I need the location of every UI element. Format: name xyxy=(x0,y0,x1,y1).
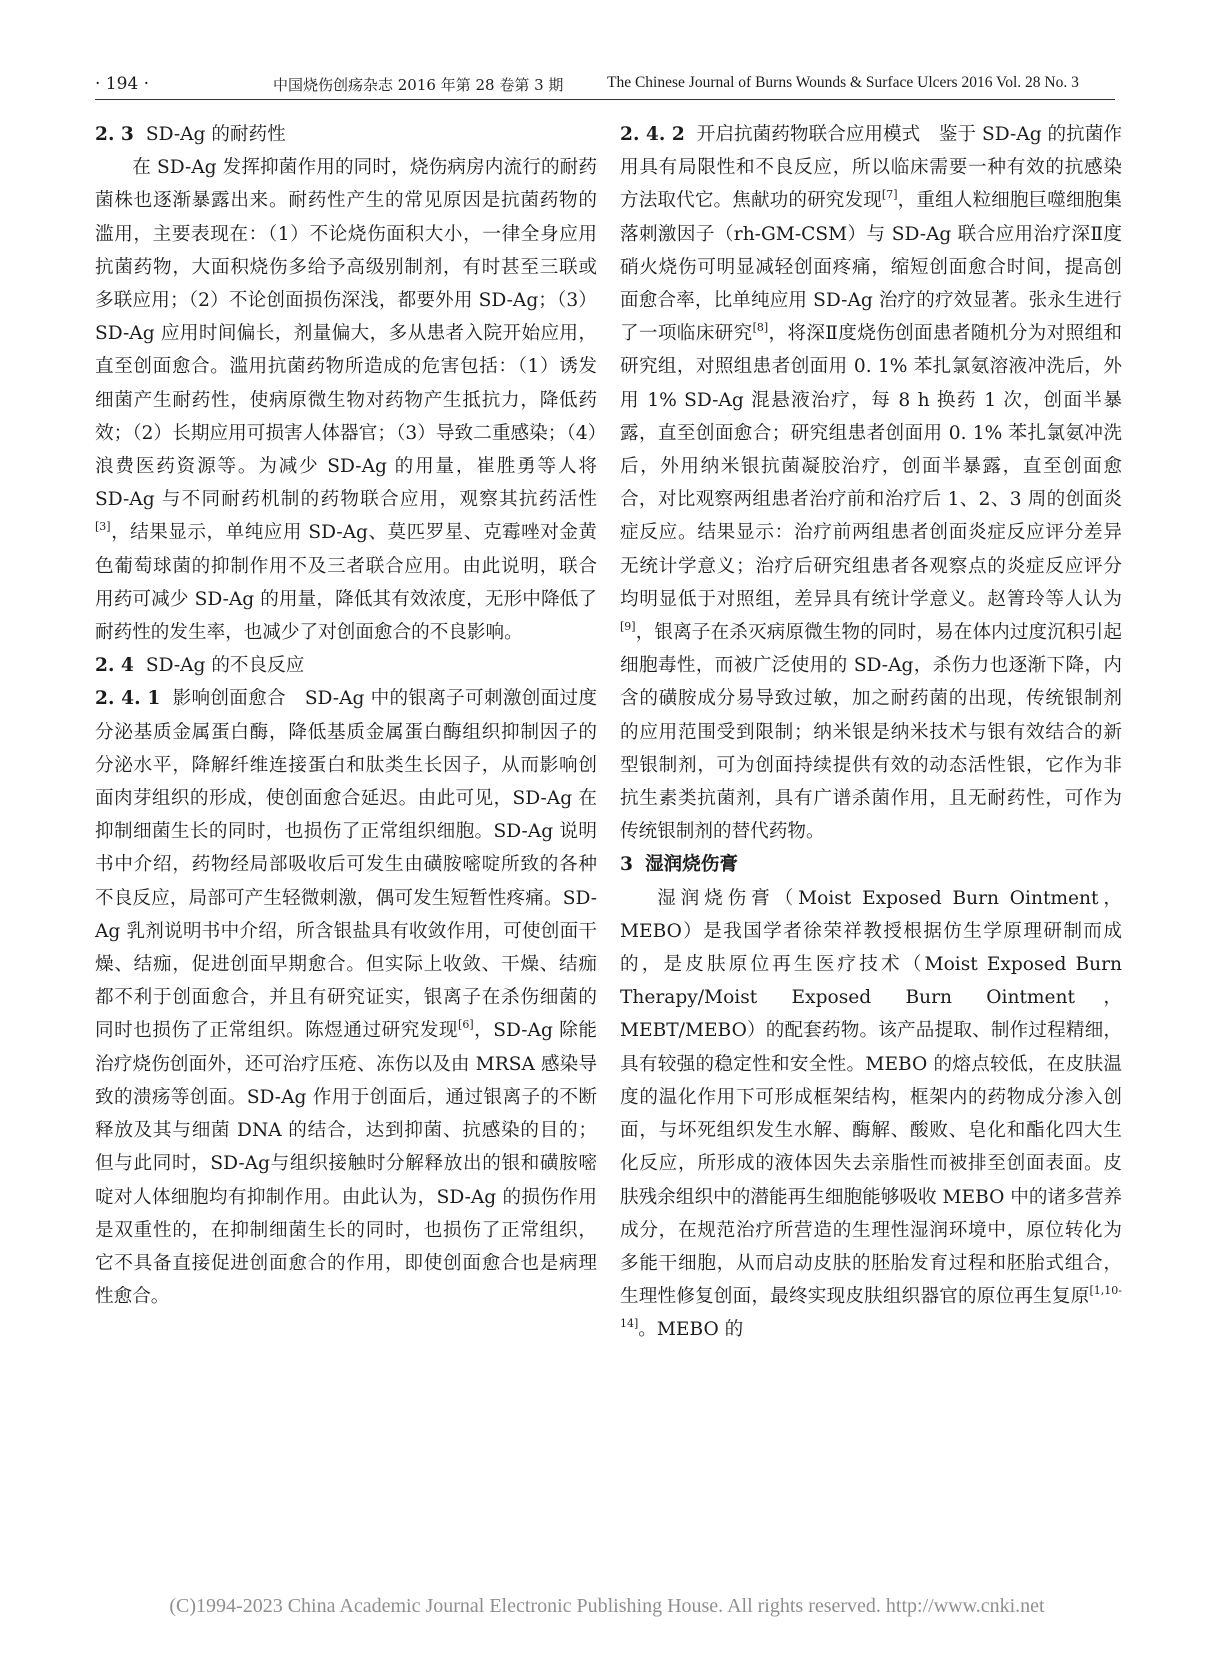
journal-title-en: The Chinese Journal of Burns Wounds & Surface Ulcers 2016 Vol. 28 No. 3 xyxy=(607,74,1079,91)
section-number: 3 xyxy=(620,854,633,876)
citation: [3] xyxy=(95,520,111,534)
section-title: 湿润烧伤膏 xyxy=(644,854,738,876)
page-number: · 194 · xyxy=(95,74,150,94)
copyright-footer: (C)1994-2023 China Academic Journal Electronic Publishing House. All rights reserved. http://www.cnki.net xyxy=(169,1595,1045,1617)
citation: [7] xyxy=(881,188,898,202)
header-rule xyxy=(95,99,1115,100)
citation: [9] xyxy=(620,620,636,634)
section-title: SD-Ag 的耐药性 xyxy=(145,124,286,145)
section-number: 2. 4 xyxy=(95,655,134,677)
subsection-title: 开启抗菌药物联合应用模式 xyxy=(696,124,921,145)
paragraph: 2. 4. 1 影响创面愈合 SD-Ag 中的银离子可刺激创面过度分泌基质金属蛋白酶，降低基质金属蛋白酶组织抑制因子的分泌水平，降解纤维连接蛋白和肽类生长因子，从而影响创面肉芽组织的形成，使创面愈合延迟。由此可见，SD-Ag 在抑制细菌生长的同时，也损伤了正常组织细胞。SD-Ag 说明书中介绍，药物经局部吸收后可发生由磺胺嘧啶所致的各种不良反应，局部可产生轻微刺激，偶可发生短暂性疼痛。SD-Ag 乳剂说明书中介绍，所含银盐具有收敛作用，可使创面干燥、结痂，促进创面早期愈合。但实际上收敛、干燥、结痂都不利于创面愈合，并且有研究证实，银离子在杀伤细菌的同时也损伤了正常组织。陈煜通过研究发现[6]，SD-Ag 除能治疗烧伤创面外，还可治疗压疮、冻伤以及由 MRSA 感染导致的溃疡等创面。SD-Ag 作用于创面后，通过银离子的不断释放及其与细菌 DNA 的结合，达到抑菌、抗感染的目的；但与此同时，SD-Ag与组织接触时分解释放出的银和磺胺嘧啶对人体细胞均有抑制作用。由此认为，SD-Ag 的损伤作用是双重性的，在抑制细菌生长的同时，也损伤了正常组织，它不具备直接促进创面愈合的作用，即使创面愈合也是病理性愈合。 xyxy=(95,688,597,1308)
section-number: 2. 3 xyxy=(95,124,134,145)
section-heading-2-3 xyxy=(95,118,597,151)
paragraph: 在 SD-Ag 发挥抑菌作用的同时，烧伤病房内流行的耐药菌株也逐渐暴露出来。耐药性产生的常见原因是抗菌药物的滥用，主要表现在：（1）不论烧伤面积大小，一律全身应用抗菌药物，大面积烧伤多给予高级别制剂，有时甚至三联或多联应用；（2）不论创面损伤深浅，都要外用 SD-Ag；（3）SD-Ag 应用时间偏长，剂量偏大，多从患者入院开始应用，直至创面愈合。滥用抗菌药物所造成的危害包括：（1）诱发细菌产生耐药性，使病原微生物对药物产生抵抗力，降低药效；（2）长期应用可损害人体器官；（3）导致二重感染；（4）浪费医药资源等。为减少 SD-Ag 的用量，崔胜勇等人将 SD-Ag 与不同耐药机制的药物联合应用，观察其抗药活性[3]，结果显示，单纯应用 SD-Ag、莫匹罗星、克霉唑对金黄色葡萄球菌的抑制作用不及三者联合应用。由此说明，联合用药可减少 SD-Ag 的用量，降低其有效浓度，无形中降低了耐药性的发生率，也减少了对创面愈合的不良影响。 xyxy=(95,157,597,644)
citation: [1,10-14] xyxy=(620,1284,1122,1331)
subsection-number: 2. 4. 1 xyxy=(95,688,161,710)
citation: [8] xyxy=(752,321,769,335)
paragraph: 2. 4. 2 开启抗菌药物联合应用模式 鉴于 SD-Ag 的抗菌作用具有局限性和不良反应，所以临床需要一种有效的抗感染方法取代它。焦献功的研究发现[7]，重组人粒细胞巨噬细胞集落刺激因子（rh-GM-CSM）与 SD-Ag 联合应用治疗深Ⅱ度硝火烧伤可明显减轻创面疼痛，缩短创面愈合时间，提高创面愈合率，比单纯应用 SD-Ag 治疗的疗效显著。张永生进行了一项临床研究[8]，将深Ⅱ度烧伤创面患者随机分为对照组和研究组，对照组患者创面用 0. 1% 苯扎氯氨溶液冲洗后，外用 1% SD-Ag 混悬液治疗，每 8 h 换药 1 次，创面半暴露，直至创面愈合；研究组患者创面用 0. 1% 苯扎氯氨冲洗后，外用纳米银抗菌凝胶治疗，创面半暴露，直至创面愈合，对比观察两组患者治疗前和治疗后 1、2、3 周的创面炎症反应。结果显示：治疗前两组患者创面炎症反应评分差异无统计学意义；治疗后研究组患者各观察点的炎症反应评分均明显低于对照组，差异具有统计学意义。赵箐玲等人认为[9]，银离子在杀灭病原微生物的同时，易在体内过度沉积引起细胞毒性，而被广泛使用的 SD-Ag，杀伤力也逐渐下降，内含的磺胺成分易导致过敏，加之耐药菌的出现，传统银制剂的应用范围受到限制；纳米银是纳米技术与银有效结合的新型银制剂，可为创面持续提供有效的动态活性银，它作为非抗生素类抗菌剂，具有广谱杀菌作用，且无耐药性，可作为传统银制剂的替代药物。 xyxy=(620,124,1122,843)
section-heading-3 xyxy=(620,848,1122,881)
subsection-number: 2. 4. 2 xyxy=(620,124,685,145)
section-title: SD-Ag 的不良反应 xyxy=(145,655,305,677)
right-column xyxy=(620,118,1122,1347)
subsection-title: 影响创面愈合 xyxy=(172,688,286,710)
paragraph: 湿润烧伤膏（Moist Exposed Burn Ointment，MEBO）是我国学者徐荣祥教授根据仿生学原理研制而成的，是皮肤原位再生医疗技术（Moist Exposed Burn Therapy/Moist Exposed Burn Ointment，MEBT/MEBO）的配套药物。该产品提取、制作过程精细，具有较强的稳定性和安全性。MEBO 的熔点较低，在皮肤温度的温化作用下可形成框架结构，框架内的药物成分渗入创面，与坏死组织发生水解、酶解、酸败、皂化和酯化四大生化反应，所形成的液体因失去亲脂性而被排至创面表面。皮肤残余组织中的潜能再生细胞能够吸收 MEBO 中的诸多营养成分，在规范治疗所营造的生理性湿润环境中，原位转化为多能干细胞，从而启动皮肤的胚胎发育过程和胚胎式组合，生理性修复创面，最终实现皮肤组织器官的原位再生复原[1,10-14]。MEBO 的 xyxy=(620,887,1122,1341)
left-column xyxy=(95,118,597,1313)
journal-title-cn: 中国烧伤创疡杂志 2016 年第 28 卷第 3 期 xyxy=(273,76,564,94)
citation: [6] xyxy=(458,1018,474,1032)
section-heading-2-4 xyxy=(95,649,597,682)
